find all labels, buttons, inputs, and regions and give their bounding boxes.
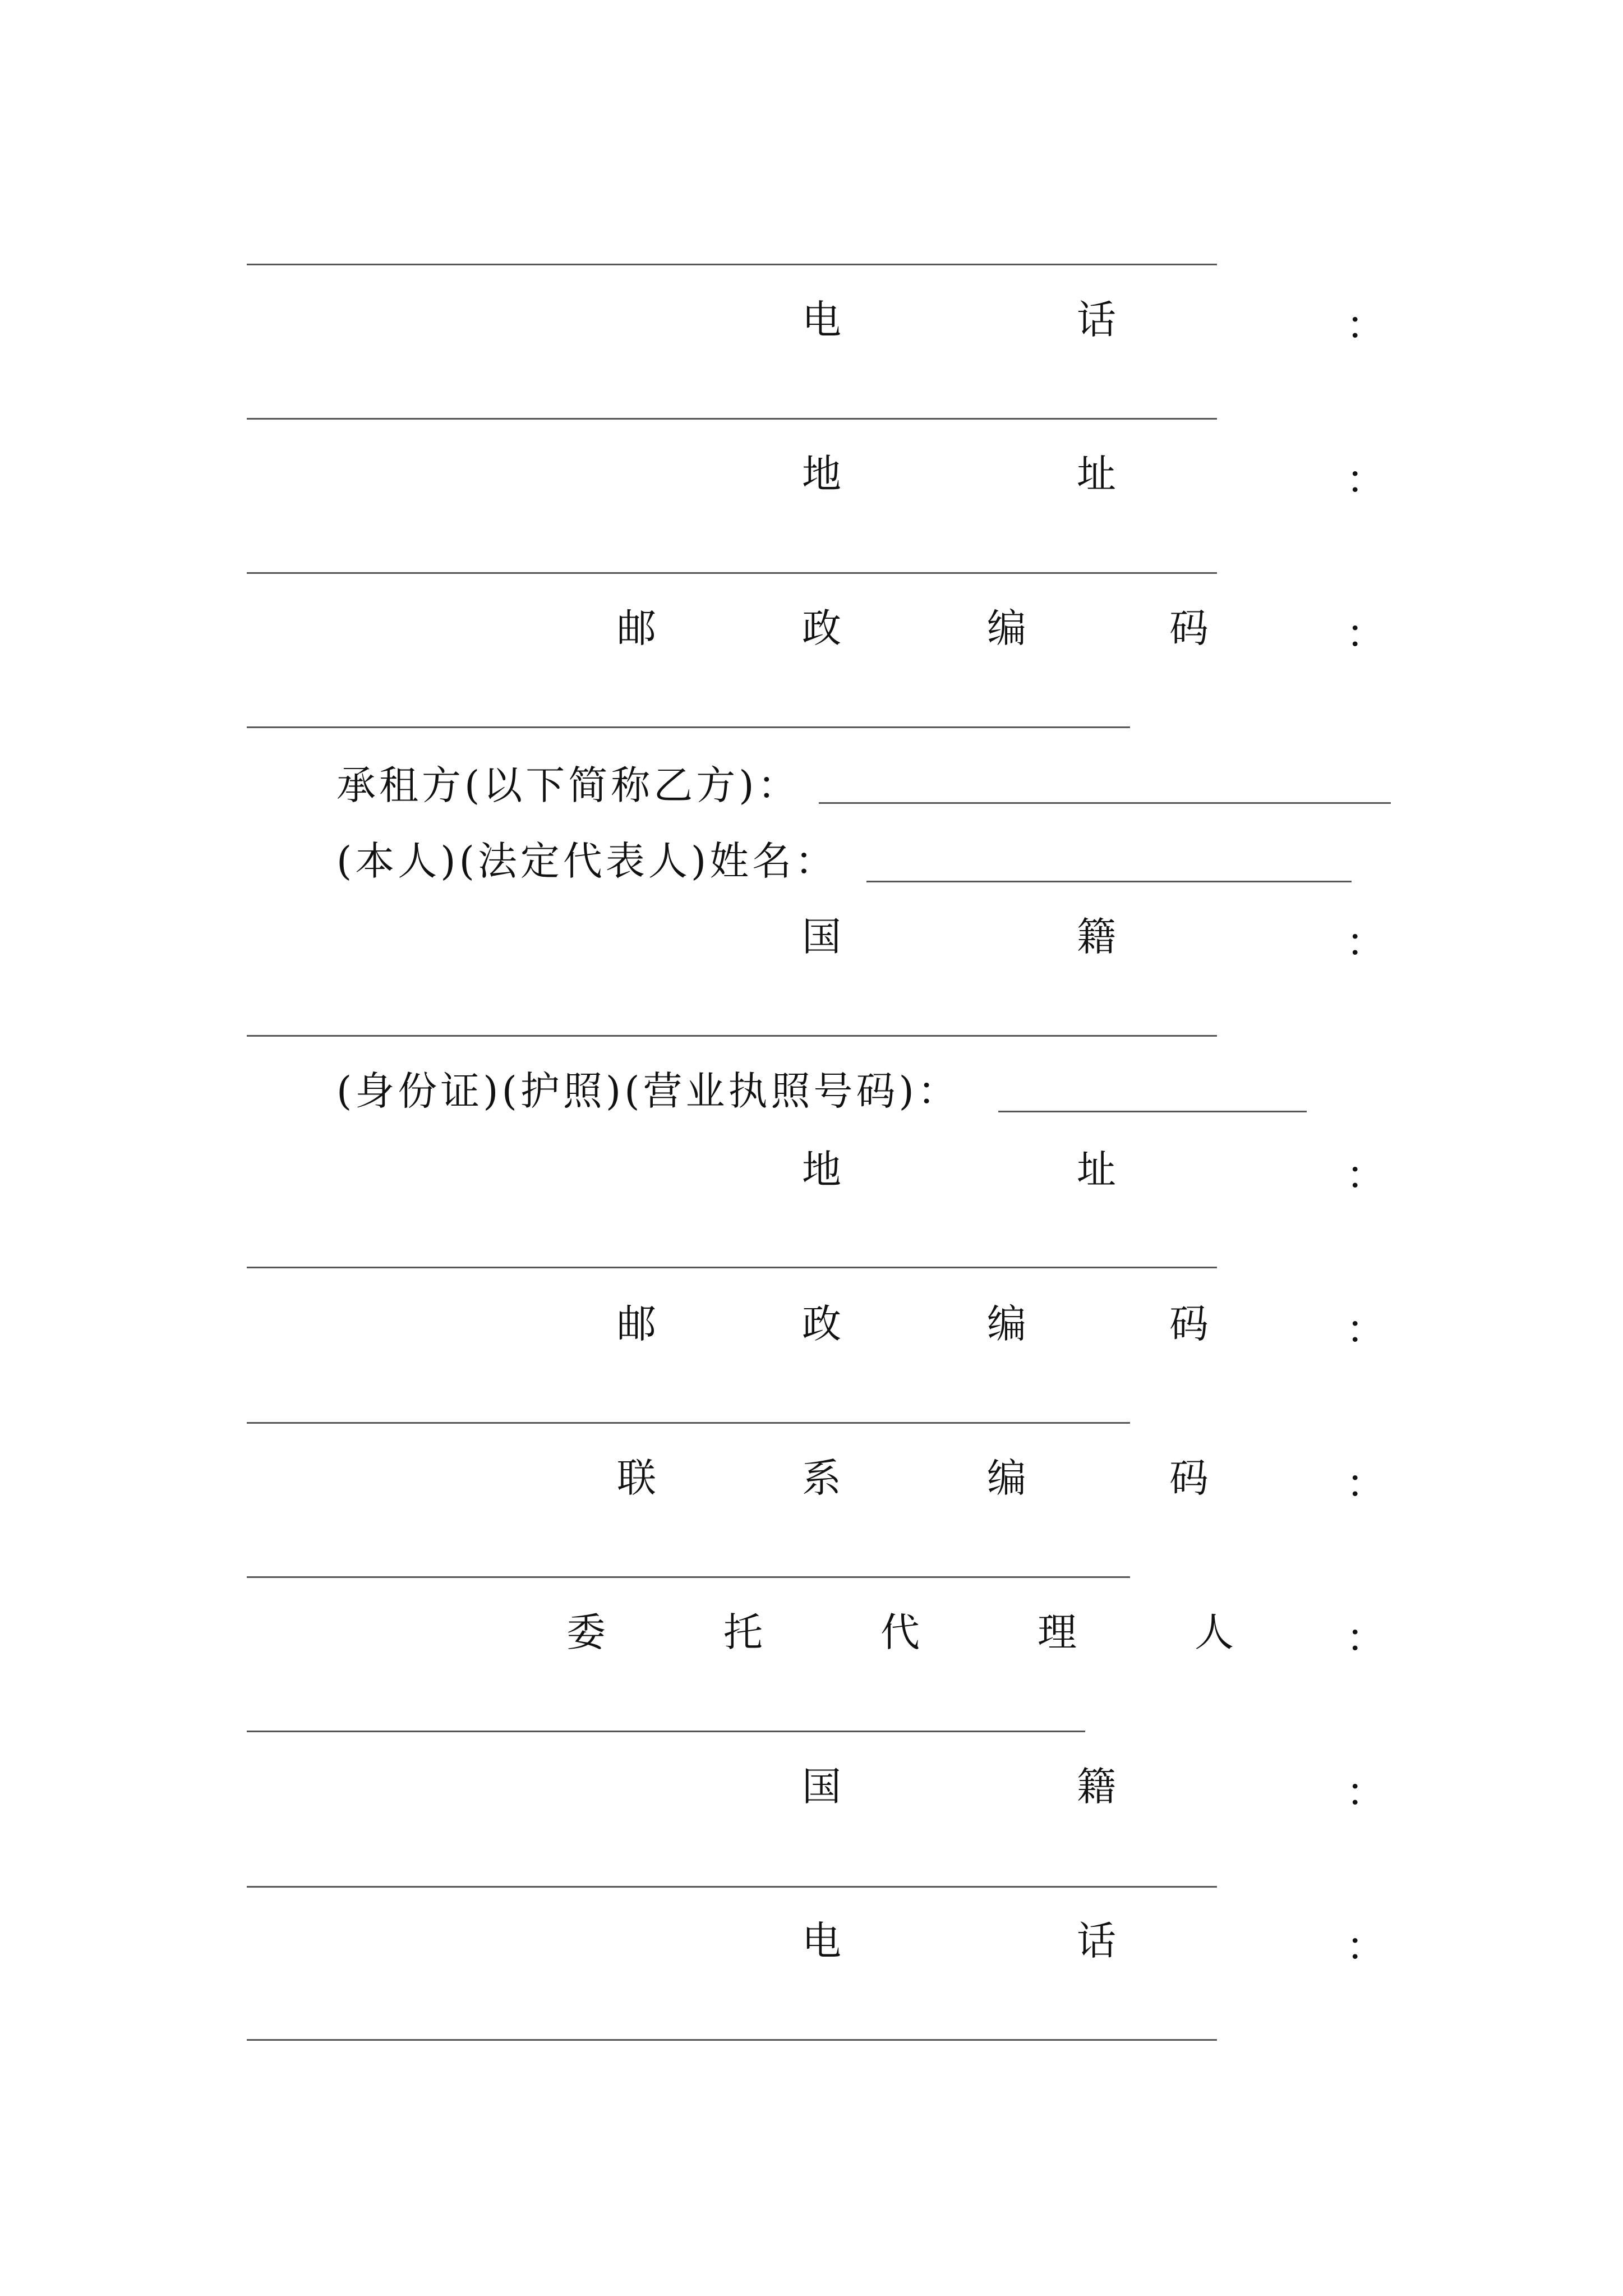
agent-nationality-char-2: 籍 bbox=[1077, 1764, 1116, 1810]
lessee-id-input[interactable] bbox=[998, 1111, 1307, 1112]
lessee-party-input[interactable] bbox=[819, 802, 1391, 804]
lessee-contact-char-4: 码 bbox=[1169, 1455, 1209, 1501]
lessee-postal-char-2: 政 bbox=[802, 1301, 841, 1347]
agent-label-char-2: 托 bbox=[723, 1609, 763, 1655]
lessee-contact-char-2: 系 bbox=[802, 1455, 841, 1501]
agent-phone-colon: ： bbox=[1346, 1924, 1385, 1970]
agent-phone-fill-line[interactable] bbox=[247, 2039, 1217, 2041]
lessee-nationality-colon: ： bbox=[1346, 919, 1385, 965]
agent-nationality-colon: ： bbox=[1346, 1769, 1385, 1815]
agent-label-colon: ： bbox=[1346, 1615, 1385, 1661]
lessee-contact-char-1: 联 bbox=[617, 1455, 656, 1501]
lessee-contact-char-3: 编 bbox=[987, 1455, 1026, 1501]
owner-phone-fill-line[interactable] bbox=[247, 418, 1217, 420]
owner-postal-char-1: 邮 bbox=[617, 605, 656, 651]
agent-label-char-1: 委 bbox=[566, 1609, 606, 1655]
agent-label-char-3: 代 bbox=[880, 1609, 920, 1655]
lessee-postal-colon: ： bbox=[1346, 1306, 1385, 1352]
owner-postal-fill-line[interactable] bbox=[247, 726, 1130, 728]
owner-address-fill-line[interactable] bbox=[247, 572, 1217, 574]
owner-postal-colon: ： bbox=[1346, 611, 1385, 657]
owner-address-char-2: 址 bbox=[1077, 451, 1116, 497]
lessee-name-input[interactable] bbox=[866, 881, 1352, 882]
agent-label-char-4: 理 bbox=[1038, 1609, 1077, 1655]
owner-postal-char-4: 码 bbox=[1169, 605, 1209, 651]
owner-postal-char-3: 编 bbox=[987, 605, 1026, 651]
agent-fill-line[interactable] bbox=[247, 1731, 1085, 1732]
lessee-address-char-1: 地 bbox=[802, 1147, 841, 1193]
owner-address-char-1: 地 bbox=[802, 451, 841, 497]
lessee-party-label: 承租方(以下简称乙方)： bbox=[336, 762, 800, 808]
lessee-postal-char-3: 编 bbox=[987, 1301, 1026, 1347]
lessee-address-char-2: 址 bbox=[1077, 1147, 1116, 1193]
agent-nationality-fill-line[interactable] bbox=[247, 1886, 1217, 1888]
lessee-postal-fill-line[interactable] bbox=[247, 1422, 1130, 1424]
agent-phone-char-2: 话 bbox=[1077, 1918, 1116, 1964]
lessee-nationality-char-2: 籍 bbox=[1077, 914, 1116, 960]
lessee-postal-char-4: 码 bbox=[1169, 1301, 1209, 1347]
lessee-address-colon: ： bbox=[1346, 1152, 1385, 1198]
lessee-nationality-char-1: 国 bbox=[802, 914, 841, 960]
owner-address-colon: ： bbox=[1346, 457, 1385, 503]
lessee-name-label: (本人)(法定代表人)姓名： bbox=[336, 838, 838, 884]
lessee-nationality-fill-line[interactable] bbox=[247, 1035, 1217, 1037]
lessee-address-fill-line[interactable] bbox=[247, 1267, 1217, 1268]
owner-phone-colon: ： bbox=[1346, 302, 1385, 348]
owner-phone-char-2: 话 bbox=[1077, 297, 1116, 343]
agent-phone-char-1: 电 bbox=[802, 1918, 841, 1964]
lessee-contact-colon: ： bbox=[1346, 1461, 1385, 1507]
owner-postal-char-2: 政 bbox=[802, 605, 841, 651]
agent-label-char-5: 人 bbox=[1195, 1609, 1234, 1655]
lessee-id-label: (身份证)(护照)(营业执照号码)： bbox=[336, 1068, 960, 1114]
agent-nationality-char-1: 国 bbox=[802, 1764, 841, 1810]
lessee-contact-fill-line[interactable] bbox=[247, 1576, 1130, 1578]
fill-line-top[interactable] bbox=[247, 264, 1217, 265]
lessee-postal-char-1: 邮 bbox=[617, 1301, 656, 1347]
owner-phone-char-1: 电 bbox=[802, 297, 841, 343]
